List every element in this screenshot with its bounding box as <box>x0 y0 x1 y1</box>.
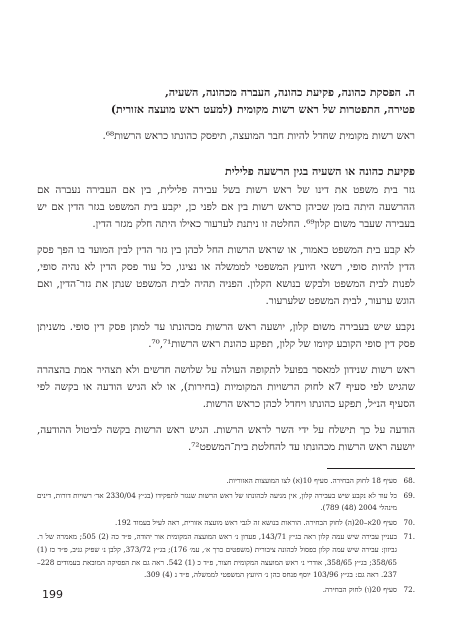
footnotes <box>37 475 415 596</box>
footnote <box>37 475 415 488</box>
body-paragraph-3: נקבע שיש בעבירה משום קלון, יושעה ראש הרשות מכהונתו עד למתן פסק דין סופי. משניתן פסק דין סופי הקובע קיומו של קלון, תפקע כהונת ראש הרשות⁷⁰,⁷¹. <box>37 321 415 350</box>
section-heading <box>37 84 415 118</box>
footnote-number: .68 <box>403 476 415 485</box>
footnote-text: סעיף 18 לחוק הבחירה. סעיף 10(א) לצו המועצות האזוריות. <box>226 476 397 485</box>
intro-paragraph: ראש רשות מקומית שחדל להיות חבר המועצה, תיפסק כהונתו כראש הרשות⁶⁸. <box>102 130 415 142</box>
footnote-text: כל עוד לא נקבע שיש בעבירה קלון, אין מניעה לכהונתו של ראש הרשות שנגזר לתפקידו (בג״ץ 2330/04 אד׳ רשויות דורות, דינים מינהלי 2004 (48) 789). <box>37 490 397 513</box>
document-page <box>37 0 415 640</box>
footnote-number: .72 <box>403 584 415 594</box>
footnote-text: בעניין עבירה שיש עמה קלון ראה בג״ץ 143/71, פעדון נ׳ ראש המועצה המקומית אור יהודה, פ״ד כה (2) 505; מאמרה של ר. גביזון: עבירה שיש עמה קלון כפסול לכהונה ציבורית (משפטים כרך א׳, עמ׳ 176); בג״ץ 373/72, קלבן נ׳ שפיק גניב, פ״ד כז (1) 358/65; בג״ץ 358/65, אודרי נ׳ ראש המועצה המקומית חצור, פ״ד כ (1) 542. ראה גם את הפסיקה המובאת בעמודים 228–237. ראה גם: בג״ץ 103/96 יוסף פנחס כהן נ׳ היועץ המשפטי לממשלה, פ״ד נ (4) 309. <box>37 532 398 580</box>
heading-title: ה. הפסקת כהונה, פקיעת כהונה, העברה מכהונה, השעיה, <box>164 86 415 99</box>
footnote-text: סעיף 20(ו) לחוק הבחירה. <box>322 584 397 594</box>
body-paragraph-5: הודעה על כך תישלח על ידי השר לראש הרשות. הגיש ראש הרשות בקשה לביטול ההודעה, יושעה ראש הרשות מכהונתו עד להחלטת בית־המשפט⁷². <box>37 424 415 453</box>
footnote-text: סעיף 20א–20(ה) לחוק הבחירה. הוראות בנושא זה לגבי ראש מועצה אזורית, ראה לעיל בעמוד 192. <box>114 517 397 527</box>
footnote-number: .70 <box>403 517 415 527</box>
body-paragraph-4: ראש רשות שנידון למאסר בפועל לתקופה העולה על שלושה חדשים ולא תצהיר אמת בהצהרה שהגיש לפי סעיף 7א לחוק הרשויות המקומיות (בחירות), או לא הגיש הודעה או בקשה לפי הסעיף הנ״ל, תפקע כהונתו ויחדל לכהן כראש הרשות. <box>37 364 415 410</box>
footnote <box>37 531 415 581</box>
body-paragraph-1: גזר בית משפט את דינו של ראש רשות בשל עבירה פלילית, בין אם העבירה נעברה אם ההרשעה היתה בזמן שכיהן כראש רשות בין אם לפני כן, יקבע בית המשפט בגזר הדין אם יש בעבירה שעבר משום קלון⁶⁹. החלטה זו ניתנת לערעור כאילו היתה חלק מגזר הדין. <box>37 184 415 230</box>
footnote <box>37 490 415 515</box>
footnote-divider <box>327 468 415 469</box>
footnote <box>37 517 415 530</box>
footnote-number: .69 <box>403 490 415 500</box>
body-paragraph-2: לא קבע בית המשפט כאמור, או שראש הרשות החל לכהן בין גזר הדין לבין המועד בו הפך פסק הדין להיות סופי, רשאי היועץ המשפטי לממשלה או נציגו, כל עוד פסק הדין לא נהיה סופי, לפנות לבית המשפט ולבקש בנושא הקלון. הפניה תהיה לבית המשפט שנתן את גזר־הדין, ואם הוגש ערעור, לבית המשפט שלערעור. <box>37 244 415 307</box>
page-number: 199 <box>42 588 63 601</box>
footnote-number: .71 <box>403 532 415 542</box>
subsection-title: פקיעת כהונה או השעיה בגין הרשעה פלילית <box>225 165 415 178</box>
heading-subtitle: פטירה, התפטרות של ראש רשות מקומית (למעט ראש מועצה אזורית) <box>110 103 415 116</box>
footnote <box>37 584 415 597</box>
